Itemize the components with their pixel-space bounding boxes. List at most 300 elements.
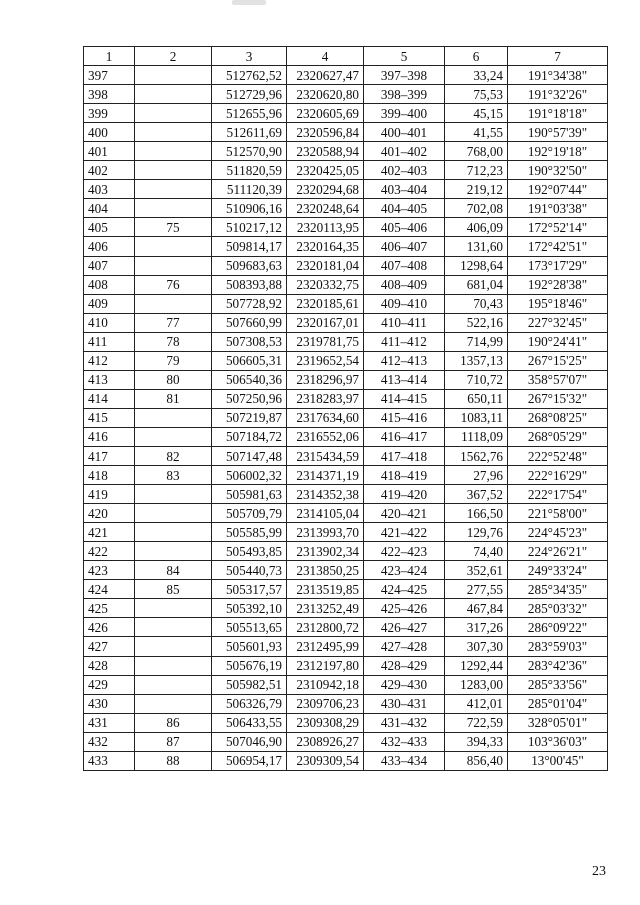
table-cell: 409–410	[364, 294, 445, 313]
table-cell: 429–430	[364, 675, 445, 694]
table-cell: 224°26'21"	[508, 542, 608, 561]
scan-artifact	[232, 0, 266, 5]
table-cell: 506433,55	[212, 713, 287, 732]
table-body	[84, 47, 608, 771]
table-cell: 507308,53	[212, 332, 287, 351]
table-row	[84, 542, 608, 561]
header-cell: 1	[84, 47, 135, 66]
table-row	[84, 485, 608, 504]
table-cell: 419	[84, 485, 135, 504]
header-cell: 4	[287, 47, 364, 66]
table-cell: 401	[84, 142, 135, 161]
table-cell: 2309309,54	[287, 751, 364, 770]
table-cell: 423	[84, 561, 135, 580]
table-cell: 166,50	[445, 504, 508, 523]
table-cell: 2309706,23	[287, 694, 364, 713]
table-cell: 1283,00	[445, 675, 508, 694]
table-cell: 70,43	[445, 294, 508, 313]
table-cell: 512729,96	[212, 85, 287, 104]
table-cell: 398–399	[364, 85, 445, 104]
table-cell: 27,96	[445, 466, 508, 485]
table-cell: 2313252,49	[287, 599, 364, 618]
table-row	[84, 237, 608, 256]
table-cell: 419–420	[364, 485, 445, 504]
table-cell: 427–428	[364, 637, 445, 656]
table-cell: 412–413	[364, 351, 445, 370]
table-cell: 307,30	[445, 637, 508, 656]
table-cell: 768,00	[445, 142, 508, 161]
table-cell: 82	[135, 446, 212, 465]
table-cell: 2320425,05	[287, 161, 364, 180]
table-cell: 505493,85	[212, 542, 287, 561]
table-cell: 415	[84, 408, 135, 427]
table-cell: 2319652,54	[287, 351, 364, 370]
table-cell: 2308926,27	[287, 732, 364, 751]
table-cell: 129,76	[445, 523, 508, 542]
table-cell: 427	[84, 637, 135, 656]
header-cell: 3	[212, 47, 287, 66]
table-cell: 283°59'03"	[508, 637, 608, 656]
table-cell: 268°08'25"	[508, 408, 608, 427]
table-cell: 422–423	[364, 542, 445, 561]
table-cell: 2318283,97	[287, 389, 364, 408]
table-row	[84, 370, 608, 389]
table-row	[84, 694, 608, 713]
table-cell: 81	[135, 389, 212, 408]
table-row	[84, 180, 608, 199]
table-cell: 426	[84, 618, 135, 637]
table-cell: 277,55	[445, 580, 508, 599]
table-cell: 222°16'29"	[508, 466, 608, 485]
table-cell: 418	[84, 466, 135, 485]
table-cell	[135, 123, 212, 142]
table-cell: 407	[84, 256, 135, 275]
table-cell: 508393,88	[212, 275, 287, 294]
table-cell: 415–416	[364, 408, 445, 427]
table-cell: 433–434	[364, 751, 445, 770]
table-cell: 510906,16	[212, 199, 287, 218]
table-cell: 191°32'26"	[508, 85, 608, 104]
table-cell: 425–426	[364, 599, 445, 618]
table-cell: 190°24'41"	[508, 332, 608, 351]
table-row	[84, 713, 608, 732]
table-cell: 394,33	[445, 732, 508, 751]
table-cell: 403–404	[364, 180, 445, 199]
table-cell: 431–432	[364, 713, 445, 732]
table-cell: 408	[84, 275, 135, 294]
table-cell: 509683,63	[212, 256, 287, 275]
table-cell: 173°17'29"	[508, 256, 608, 275]
table-row	[84, 351, 608, 370]
table-cell: 505392,10	[212, 599, 287, 618]
table-cell	[135, 485, 212, 504]
header-cell: 7	[508, 47, 608, 66]
table-cell	[135, 694, 212, 713]
table-cell: 2320113,95	[287, 218, 364, 237]
table-cell: 74,40	[445, 542, 508, 561]
table-cell: 2317634,60	[287, 408, 364, 427]
table-cell: 510217,12	[212, 218, 287, 237]
table-cell: 522,16	[445, 313, 508, 332]
table-cell: 76	[135, 275, 212, 294]
table-cell: 2313519,85	[287, 580, 364, 599]
table-cell	[135, 618, 212, 637]
table-cell: 172°42'51"	[508, 237, 608, 256]
table-cell: 352,61	[445, 561, 508, 580]
table-cell: 432–433	[364, 732, 445, 751]
table-cell: 397	[84, 66, 135, 85]
table-cell: 507219,87	[212, 408, 287, 427]
table-row	[84, 85, 608, 104]
table-cell	[135, 504, 212, 523]
table-row	[84, 275, 608, 294]
table-cell	[135, 66, 212, 85]
table-cell: 285°01'04"	[508, 694, 608, 713]
table-row	[84, 199, 608, 218]
table-cell: 2316552,06	[287, 427, 364, 446]
table-cell: 511820,59	[212, 161, 287, 180]
table-row	[84, 466, 608, 485]
table-cell: 402–403	[364, 161, 445, 180]
table-cell: 399–400	[364, 104, 445, 123]
table-cell: 222°52'48"	[508, 446, 608, 465]
table-cell: 412	[84, 351, 135, 370]
table-cell: 2319781,75	[287, 332, 364, 351]
table-cell: 249°33'24"	[508, 561, 608, 580]
table-cell: 192°19'18"	[508, 142, 608, 161]
table-cell: 2320332,75	[287, 275, 364, 294]
table-cell: 195°18'46"	[508, 294, 608, 313]
table-cell: 506002,32	[212, 466, 287, 485]
table-cell: 1298,64	[445, 256, 508, 275]
table-cell: 191°34'38"	[508, 66, 608, 85]
table-cell: 402	[84, 161, 135, 180]
header-cell: 6	[445, 47, 508, 66]
table-cell: 227°32'45"	[508, 313, 608, 332]
table-cell: 2312197,80	[287, 656, 364, 675]
table-cell: 222°17'54"	[508, 485, 608, 504]
header-cell: 5	[364, 47, 445, 66]
table-cell: 710,72	[445, 370, 508, 389]
table-cell: 221°58'00"	[508, 504, 608, 523]
table-row	[84, 123, 608, 142]
table-cell: 267°15'32"	[508, 389, 608, 408]
table-cell	[135, 599, 212, 618]
table-cell: 267°15'25"	[508, 351, 608, 370]
table-cell: 418–419	[364, 466, 445, 485]
table-cell: 224°45'23"	[508, 523, 608, 542]
table-row	[84, 580, 608, 599]
table-cell: 87	[135, 732, 212, 751]
table-cell: 406	[84, 237, 135, 256]
table-row	[84, 161, 608, 180]
table-row	[84, 523, 608, 542]
table-cell: 283°42'36"	[508, 656, 608, 675]
table-cell: 285°03'32"	[508, 599, 608, 618]
table-cell: 505982,51	[212, 675, 287, 694]
table-cell	[135, 294, 212, 313]
table-cell: 420	[84, 504, 135, 523]
table-cell: 397–398	[364, 66, 445, 85]
table-cell: 400	[84, 123, 135, 142]
table-cell: 80	[135, 370, 212, 389]
table-cell: 405	[84, 218, 135, 237]
table-cell: 412,01	[445, 694, 508, 713]
table-cell: 422	[84, 542, 135, 561]
table-cell: 328°05'01"	[508, 713, 608, 732]
table-cell: 405–406	[364, 218, 445, 237]
table-cell: 414–415	[364, 389, 445, 408]
table-cell: 507147,48	[212, 446, 287, 465]
table-cell: 507184,72	[212, 427, 287, 446]
table-cell	[135, 142, 212, 161]
table-cell: 1562,76	[445, 446, 508, 465]
table-cell: 506326,79	[212, 694, 287, 713]
table-row	[84, 656, 608, 675]
table-row	[84, 408, 608, 427]
table-cell: 505709,79	[212, 504, 287, 523]
table-cell: 416	[84, 427, 135, 446]
table-row	[84, 389, 608, 408]
table-cell	[135, 237, 212, 256]
table-cell: 2320167,01	[287, 313, 364, 332]
table-cell	[135, 180, 212, 199]
table-cell: 367,52	[445, 485, 508, 504]
table-cell	[135, 256, 212, 275]
table-header-row	[84, 47, 608, 66]
table-cell: 85	[135, 580, 212, 599]
table-cell: 2315434,59	[287, 446, 364, 465]
table-cell: 712,23	[445, 161, 508, 180]
table-cell: 2314371,19	[287, 466, 364, 485]
table-cell: 131,60	[445, 237, 508, 256]
table-cell	[135, 542, 212, 561]
header-cell: 2	[135, 47, 212, 66]
table-cell	[135, 523, 212, 542]
table-cell: 191°18'18"	[508, 104, 608, 123]
table-row	[84, 427, 608, 446]
table-cell: 505601,93	[212, 637, 287, 656]
table-cell	[135, 104, 212, 123]
table-cell: 426–427	[364, 618, 445, 637]
table-cell: 2320596,84	[287, 123, 364, 142]
table-cell: 2309308,29	[287, 713, 364, 732]
table-row	[84, 142, 608, 161]
table-cell: 424–425	[364, 580, 445, 599]
table-cell: 681,04	[445, 275, 508, 294]
table-cell: 2320620,80	[287, 85, 364, 104]
table-cell: 505981,63	[212, 485, 287, 504]
table-cell: 83	[135, 466, 212, 485]
table-cell: 403	[84, 180, 135, 199]
table-cell: 424	[84, 580, 135, 599]
table-cell: 507660,99	[212, 313, 287, 332]
page-number: 23	[592, 864, 606, 879]
table-cell: 45,15	[445, 104, 508, 123]
table-cell: 509814,17	[212, 237, 287, 256]
table-cell: 192°07'44"	[508, 180, 608, 199]
table-cell: 650,11	[445, 389, 508, 408]
table-cell: 430–431	[364, 694, 445, 713]
table-cell: 2310942,18	[287, 675, 364, 694]
table-cell: 413	[84, 370, 135, 389]
table-cell: 433	[84, 751, 135, 770]
table-cell: 86	[135, 713, 212, 732]
table-cell: 416–417	[364, 427, 445, 446]
table-row	[84, 313, 608, 332]
table-cell	[135, 408, 212, 427]
table-cell: 413–414	[364, 370, 445, 389]
table-cell: 507046,90	[212, 732, 287, 751]
table-cell: 430	[84, 694, 135, 713]
table-row	[84, 256, 608, 275]
table-cell: 219,12	[445, 180, 508, 199]
table-cell: 190°57'39"	[508, 123, 608, 142]
table-row	[84, 637, 608, 656]
table-cell: 505440,73	[212, 561, 287, 580]
table-cell: 2320248,64	[287, 199, 364, 218]
table-cell: 432	[84, 732, 135, 751]
table-cell: 702,08	[445, 199, 508, 218]
table-cell: 398	[84, 85, 135, 104]
coordinates-table	[83, 46, 608, 771]
table-cell	[135, 675, 212, 694]
table-cell: 420–421	[364, 504, 445, 523]
table-cell: 317,26	[445, 618, 508, 637]
table-cell: 421	[84, 523, 135, 542]
table-cell: 505585,99	[212, 523, 287, 542]
table-cell: 507250,96	[212, 389, 287, 408]
table-cell: 407–408	[364, 256, 445, 275]
table-cell: 421–422	[364, 523, 445, 542]
table-row	[84, 675, 608, 694]
table-cell: 358°57'07"	[508, 370, 608, 389]
table-cell: 41,55	[445, 123, 508, 142]
table-cell: 103°36'03"	[508, 732, 608, 751]
table-cell: 77	[135, 313, 212, 332]
table-cell: 431	[84, 713, 135, 732]
table-cell: 512611,69	[212, 123, 287, 142]
table-row	[84, 332, 608, 351]
table-cell	[135, 656, 212, 675]
table-cell	[135, 199, 212, 218]
table-cell: 512655,96	[212, 104, 287, 123]
table-cell: 400–401	[364, 123, 445, 142]
table-cell: 2313993,70	[287, 523, 364, 542]
table-row	[84, 104, 608, 123]
table-row	[84, 599, 608, 618]
table-row	[84, 294, 608, 313]
table-cell: 2314352,38	[287, 485, 364, 504]
table-cell	[135, 637, 212, 656]
table-row	[84, 618, 608, 637]
table-cell: 2312800,72	[287, 618, 364, 637]
table-cell: 404–405	[364, 199, 445, 218]
table-cell: 33,24	[445, 66, 508, 85]
table-cell: 428	[84, 656, 135, 675]
table-cell: 410–411	[364, 313, 445, 332]
table-cell: 75	[135, 218, 212, 237]
table-cell: 406–407	[364, 237, 445, 256]
table-cell: 411	[84, 332, 135, 351]
table-cell: 467,84	[445, 599, 508, 618]
table-cell: 2313902,34	[287, 542, 364, 561]
table-cell: 2320181,04	[287, 256, 364, 275]
table-cell: 417	[84, 446, 135, 465]
table-cell: 172°52'14"	[508, 218, 608, 237]
table-cell: 507728,92	[212, 294, 287, 313]
table-cell: 505317,57	[212, 580, 287, 599]
table-cell: 505676,19	[212, 656, 287, 675]
table-cell: 190°32'50"	[508, 161, 608, 180]
table-cell: 512762,52	[212, 66, 287, 85]
table-cell: 2318296,97	[287, 370, 364, 389]
table-cell: 1083,11	[445, 408, 508, 427]
table-cell: 408–409	[364, 275, 445, 294]
table-cell: 722,59	[445, 713, 508, 732]
table-cell: 506605,31	[212, 351, 287, 370]
table-cell: 411–412	[364, 332, 445, 351]
table-cell: 409	[84, 294, 135, 313]
table-cell: 192°28'38"	[508, 275, 608, 294]
table-cell: 404	[84, 199, 135, 218]
table-cell	[135, 85, 212, 104]
table-cell: 414	[84, 389, 135, 408]
table-cell: 2312495,99	[287, 637, 364, 656]
table-cell: 2320164,35	[287, 237, 364, 256]
table-cell: 425	[84, 599, 135, 618]
table-cell: 410	[84, 313, 135, 332]
table-row	[84, 732, 608, 751]
table-cell: 856,40	[445, 751, 508, 770]
table-row	[84, 446, 608, 465]
table-row	[84, 561, 608, 580]
table-row	[84, 504, 608, 523]
table-cell: 506540,36	[212, 370, 287, 389]
table-cell: 191°03'38"	[508, 199, 608, 218]
table-cell: 1292,44	[445, 656, 508, 675]
table-cell: 2320588,94	[287, 142, 364, 161]
table-cell: 268°05'29"	[508, 427, 608, 446]
table-cell: 423–424	[364, 561, 445, 580]
table-cell: 511120,39	[212, 180, 287, 199]
table-cell: 2320627,47	[287, 66, 364, 85]
table-cell	[135, 427, 212, 446]
table-cell	[135, 161, 212, 180]
table-cell: 399	[84, 104, 135, 123]
table-cell: 429	[84, 675, 135, 694]
table-cell: 714,99	[445, 332, 508, 351]
table-cell: 13°00'45"	[508, 751, 608, 770]
table-cell: 79	[135, 351, 212, 370]
table-cell: 88	[135, 751, 212, 770]
table-row	[84, 751, 608, 770]
table-cell: 78	[135, 332, 212, 351]
table-cell: 428–429	[364, 656, 445, 675]
table-cell: 285°33'56"	[508, 675, 608, 694]
table-cell: 2320294,68	[287, 180, 364, 199]
table-cell: 406,09	[445, 218, 508, 237]
table-cell: 2314105,04	[287, 504, 364, 523]
table-row	[84, 66, 608, 85]
table-cell: 2313850,25	[287, 561, 364, 580]
table-cell: 512570,90	[212, 142, 287, 161]
table-cell: 75,53	[445, 85, 508, 104]
table-cell: 2320185,61	[287, 294, 364, 313]
table-cell: 2320605,69	[287, 104, 364, 123]
table-cell: 417–418	[364, 446, 445, 465]
table-cell: 1118,09	[445, 427, 508, 446]
